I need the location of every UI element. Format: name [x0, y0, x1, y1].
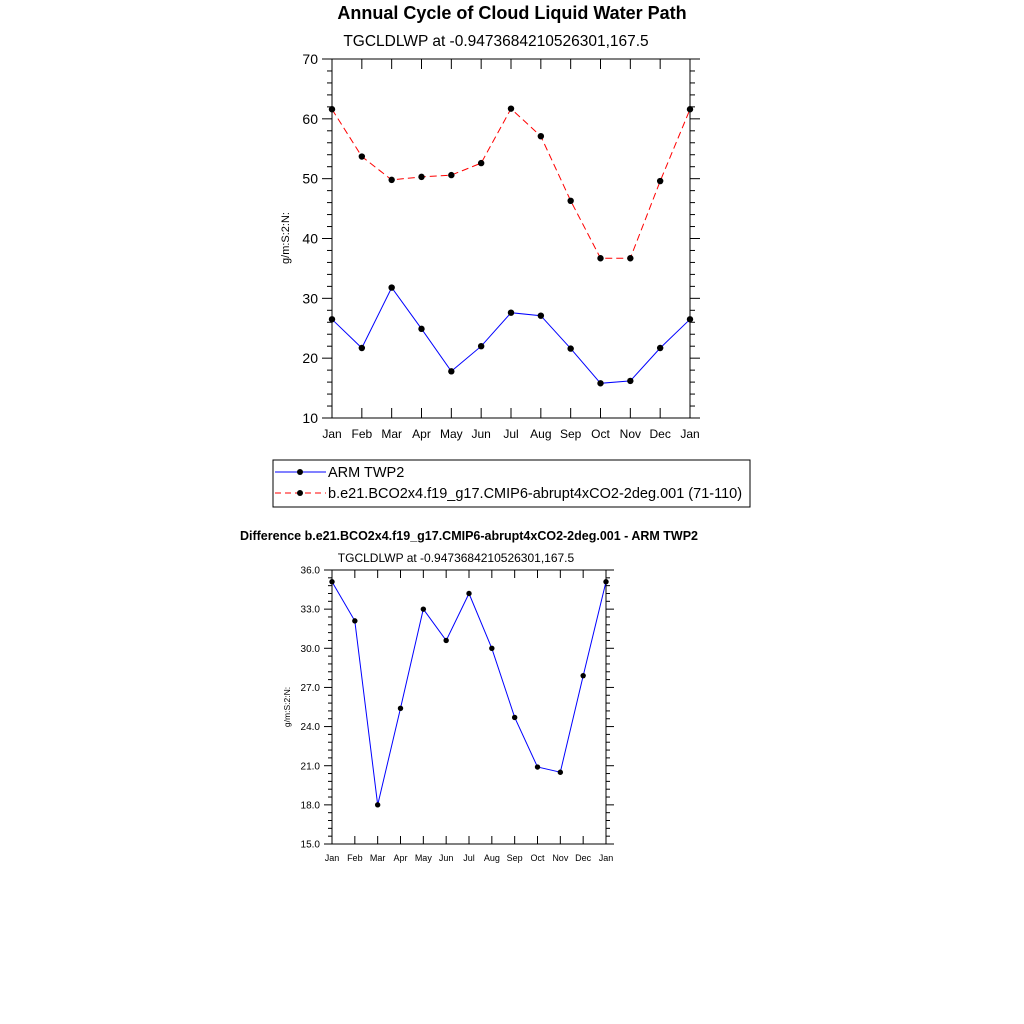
chart1-series-0-point [538, 312, 544, 318]
chart1-series-0-point [329, 316, 335, 322]
chart1-series-0-point [687, 316, 693, 322]
chart2-series-0-line [332, 582, 606, 805]
chart2-xtick-label: Aug [483, 853, 500, 863]
chart2-xtick-label: Jan [324, 853, 340, 863]
chart1-xtick-label: Apr [412, 427, 431, 441]
chart2-ytick-label: 36.0 [300, 565, 320, 577]
chart1-series-0-line [332, 288, 690, 384]
main-title: Annual Cycle of Cloud Liquid Water Path [337, 3, 687, 23]
chart2-series-0-point [489, 646, 494, 651]
chart1-xtick-label: Dec [649, 427, 671, 441]
chart2-xtick-label: Sep [506, 853, 523, 863]
chart2-plot-frame [332, 570, 606, 844]
chart2-series-0-point [352, 618, 357, 623]
chart2-xtick-label: Jan [598, 853, 614, 863]
chart1-series-1-point [567, 198, 573, 204]
legend-marker-model [297, 490, 303, 496]
chart1-plot-frame [332, 59, 690, 418]
chart1-xtick-label: May [439, 427, 463, 441]
chart1-series-1-point [657, 178, 663, 184]
chart1-series-1-point [448, 172, 454, 178]
chart1-series-0-point [418, 326, 424, 332]
chart1-legend [273, 460, 750, 507]
annual-cycle-chart [280, 33, 700, 441]
chart1-series-1-point [388, 177, 394, 183]
chart1-series-1-point [329, 106, 335, 112]
chart1-series-0-point [448, 368, 454, 374]
chart1-ytick-label: 30 [302, 290, 318, 307]
chart2-series-0-point [558, 770, 563, 775]
chart1-xtick-label: Mar [381, 427, 403, 441]
chart2-ytick-label: 33.0 [300, 604, 320, 616]
chart1-series-1-point [687, 106, 693, 112]
chart1-xtick-label: Jun [471, 427, 491, 441]
chart1-series-1-point [597, 255, 603, 261]
chart1-series-1-point [359, 153, 365, 159]
chart1-series-1-point [478, 160, 484, 166]
chart2-subtitle: TGCLDLWP at -0.9473684210526301,167.5 [337, 551, 575, 565]
legend-item-model [275, 486, 742, 502]
chart2-series-0-point [443, 638, 448, 643]
chart1-ytick-label: 70 [302, 51, 318, 68]
chart1-series-0-point [657, 345, 663, 351]
chart2-series-0-point [421, 606, 426, 611]
chart1-subtitle: TGCLDLWP at -0.9473684210526301,167.5 [343, 33, 649, 50]
chart2-xtick-label: Dec [575, 853, 592, 863]
legend-marker-arm [297, 469, 303, 475]
chart2-ytick-label: 21.0 [300, 761, 320, 773]
chart1-series-0-point [359, 345, 365, 351]
chart1-ytick-label: 20 [302, 350, 318, 367]
chart2-xtick-label: Oct [530, 853, 545, 863]
chart1-xtick-label: Sep [559, 427, 582, 441]
chart2-series-0-point [398, 706, 403, 711]
chart1-ytick-label: 10 [302, 410, 318, 427]
chart1-ytick-label: 50 [302, 170, 318, 187]
chart2-ytick-label: 15.0 [300, 839, 320, 851]
legend-label-arm: ARM TWP2 [328, 465, 405, 481]
chart1-series-1-point [508, 105, 514, 111]
chart1-xtick-label: Jan [322, 427, 342, 441]
chart1-xtick-label: Aug [530, 427, 552, 441]
chart1-xtick-label: Nov [619, 427, 642, 441]
chart1-series-0-point [597, 380, 603, 386]
chart1-series-0-point [508, 309, 514, 315]
chart2-series-0-point [466, 591, 471, 596]
chart2-series-0-point [329, 579, 334, 584]
difference-title: Difference b.e21.BCO2x4.f19_g17.CMIP6-abrupt4xCO2-2deg.001 - ARM TWP2 [239, 529, 699, 543]
chart1-series-0-point [478, 343, 484, 349]
chart2-xtick-label: Apr [393, 853, 408, 863]
chart2-xtick-label: Feb [347, 853, 363, 863]
chart1-ytick-label: 40 [302, 230, 318, 247]
chart2-series-0-point [375, 802, 380, 807]
legend-label-model: b.e21.BCO2x4.f19_g17.CMIP6-abrupt4xCO2-2deg.001 (71-110) [328, 486, 743, 502]
chart2-xtick-label: May [414, 853, 432, 863]
chart1-series-1-point [418, 174, 424, 180]
chart1-series-1-point [627, 255, 633, 261]
chart1-ytick-label: 60 [302, 110, 318, 127]
chart1-series-0-point [627, 378, 633, 384]
chart1-series-0-point [388, 284, 394, 290]
chart1-ylabel: g/m:S:2:N: [280, 212, 292, 264]
chart2-ytick-label: 30.0 [300, 643, 320, 655]
chart1-xtick-label: Jan [680, 427, 700, 441]
chart1-xtick-label: Feb [351, 427, 373, 441]
chart1-series-1-line [332, 109, 690, 259]
chart2-series-0-point [512, 715, 517, 720]
chart2-series-0-point [580, 673, 585, 678]
chart2-series-0-point [603, 579, 608, 584]
chart2-xtick-label: Jun [438, 853, 454, 863]
chart2-xtick-label: Jul [463, 853, 475, 863]
chart2-ytick-label: 27.0 [300, 683, 320, 695]
chart1-xtick-label: Oct [591, 427, 610, 441]
chart2-ytick-label: 18.0 [300, 800, 320, 812]
chart1-series-0-point [567, 345, 573, 351]
chart2-xtick-label: Mar [369, 853, 386, 863]
chart1-series-1-point [538, 133, 544, 139]
chart2-ylabel: g/m:S:2:N: [282, 686, 292, 728]
difference-chart [282, 551, 614, 863]
chart2-series-0-point [535, 764, 540, 769]
chart2-ytick-label: 24.0 [300, 722, 320, 734]
chart1-xtick-label: Jul [503, 427, 519, 441]
chart2-xtick-label: Nov [552, 853, 569, 863]
